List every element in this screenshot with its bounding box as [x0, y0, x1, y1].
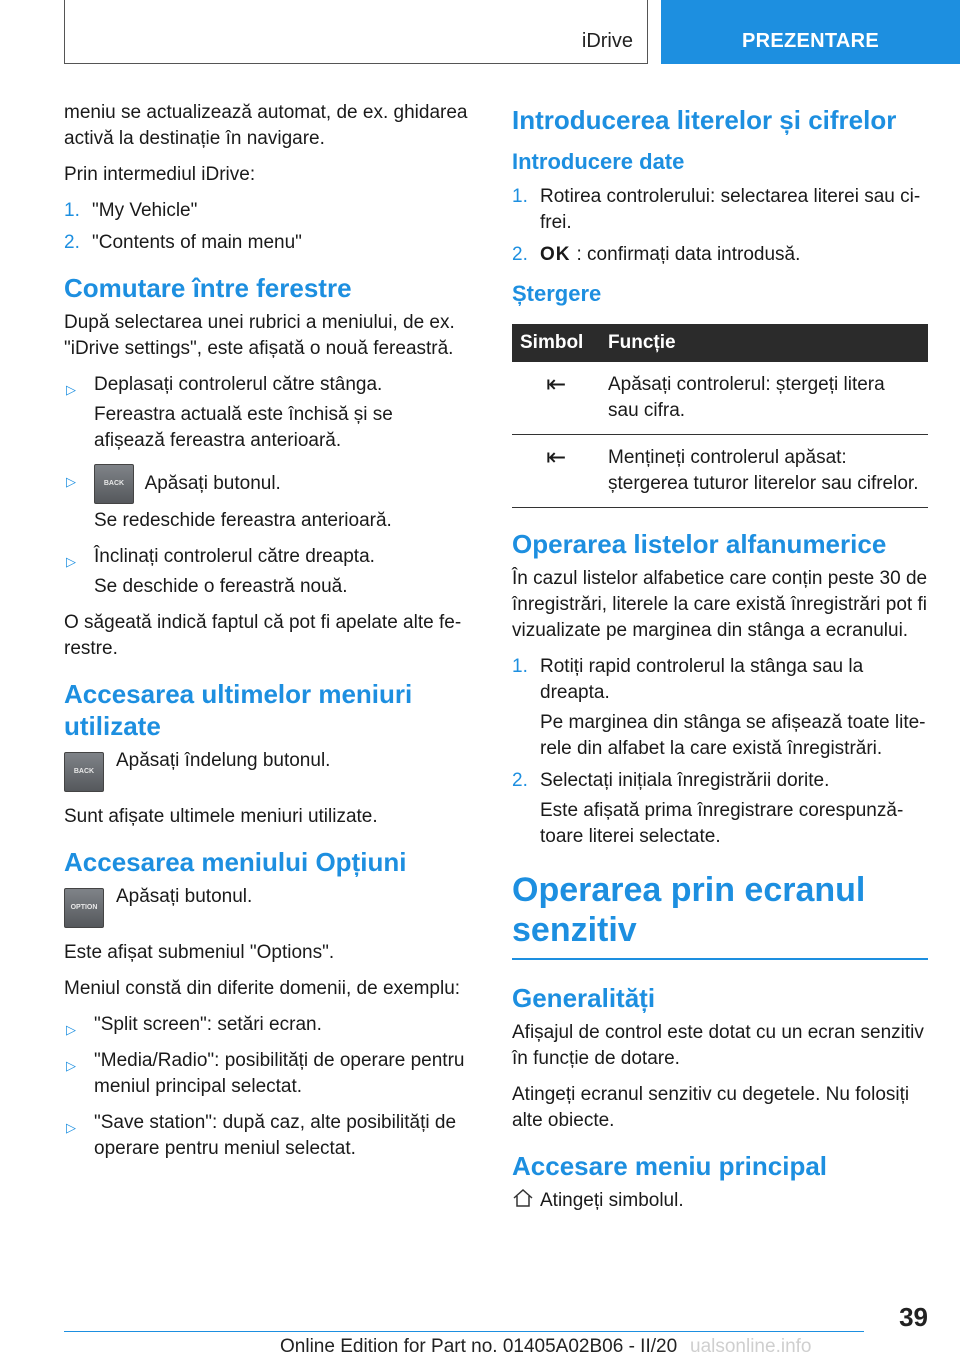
bullet-triangle-icon: ▷: [66, 382, 76, 397]
list-item: ▷ "Save station": după caz, alte posibilități de operare pentru meniul selectat.: [66, 1112, 457, 1159]
right-column: [512, 100, 928, 1224]
ok-icon: OK: [540, 244, 571, 265]
edition-text: Online Edition for Part no. 01405A02B06 - II/20: [280, 1336, 678, 1357]
list-item: 1. "My Vehicle": [64, 200, 198, 221]
switch-windows-heading: Comutare între ferestre: [64, 273, 352, 303]
lists-steps: [512, 654, 928, 850]
page-number: 39: [899, 1302, 928, 1332]
touchscreen-heading: Operarea prin ecranul senzitiv: [512, 870, 928, 960]
switch-paragraph: După selectarea unei rubrici a meniului, de ex. "iDrive settings", este afișată o nouă fereastră.: [64, 312, 455, 359]
input-list: [512, 184, 928, 268]
back-button-icon: BACK: [64, 752, 104, 792]
footer-divider: [64, 1331, 864, 1332]
delete-icon: ⇤: [512, 435, 600, 508]
recent-menus-heading: Accesarea ultimelor meniuri utilizate: [64, 679, 413, 741]
arrow-note: O săgeată indică faptul că pot fi apelate alte fe‐restre.: [64, 612, 462, 659]
general-paragraph-2: Atingeți ecranul senzitiv cu degetele. Nu folosiți alte obiecte.: [512, 1084, 910, 1131]
delete-icon: ⇤: [512, 362, 600, 435]
section-label: PREZENTARE: [741, 30, 880, 52]
intro-list: [64, 198, 468, 256]
list-item: 1. Rotiți rapid controlerul la stânga sau la dreapta. Pe marginea din stânga se afișează toate lite‐rele din alfabet la care există înregistrări.: [512, 656, 926, 759]
list-item: 1. Rotirea controlerului: selectarea literei sau ci‐frei.: [512, 186, 921, 233]
table-header: Simbol: [512, 324, 600, 362]
recent-action: BACK Apăsați îndelung butonul.: [64, 748, 468, 792]
options-lead: Meniul constă din diferite domenii, de exemplu:: [64, 978, 461, 999]
main-menu-action: Atingeți simbolul.: [512, 1188, 928, 1214]
options-paragraph: Este afișat submeniul "Options".: [64, 942, 335, 963]
letters-digits-heading: Introducerea literelor și cifrelor: [512, 105, 897, 135]
section-tab: [661, 0, 960, 64]
options-list: [64, 1012, 468, 1162]
list-item: ▷ BACK Apăsați butonul. Se redeschide fereastra anterioară.: [64, 464, 468, 534]
lists-paragraph: În cazul listelor alfabetice care conțin peste 30 de înregistrări, literele la care există înregistrări pot fi vizualizate pe marginea din stânga a ecranului.: [512, 568, 928, 641]
table-row: ⇤ Mențineți controlerul apăsat: ștergerea tuturor literelor sau cifrelor.: [512, 435, 928, 508]
option-button-icon: OPTION: [64, 888, 104, 928]
table-header: Funcție: [600, 324, 928, 362]
header-box: [64, 0, 648, 64]
bullet-triangle-icon: ▷: [66, 474, 76, 489]
general-heading: Generalități: [512, 983, 656, 1013]
options-menu-heading: Accesarea meniului Opțiuni: [64, 847, 407, 877]
list-item: ▷ Înclinați controlerul către dreapta. Se deschide o fereastră nouă.: [66, 546, 375, 597]
bullet-triangle-icon: ▷: [66, 554, 76, 569]
watermark: ualsonline.info: [690, 1336, 812, 1357]
list-item: ▷ "Media/Radio": posibilități de operare pentru meniul principal selectat.: [66, 1050, 465, 1097]
list-item: ▷ Deplasați controlerul către stânga. Fereastra actuală este închisă și se afișează fereastra anterioară.: [66, 374, 393, 451]
options-action: OPTION Apăsați butonul.: [64, 884, 468, 928]
left-column: [64, 100, 468, 1172]
main-menu-heading: Accesare meniu principal: [512, 1151, 828, 1181]
intro-lead: Prin intermediul iDrive:: [64, 164, 256, 185]
switch-list: [64, 372, 468, 600]
list-item: 2. OK : confirmați data introdusă.: [512, 242, 928, 268]
delete-table: [512, 324, 928, 508]
alphanumeric-lists-heading: Operarea listelor alfanumerice: [512, 529, 887, 559]
list-item: 2. "Contents of main menu": [64, 232, 302, 253]
list-item: 2. Selectați inițiala înregistrării dorite. Este afișată prima înregistrare corespunză‐toare literei selectate.: [512, 770, 904, 847]
chapter-label: iDrive: [581, 30, 633, 52]
bullet-triangle-icon: ▷: [66, 1120, 76, 1135]
delete-heading: Ștergere: [512, 281, 602, 306]
recent-paragraph: Sunt afișate ultimele meniuri utilizate.: [64, 806, 378, 827]
list-item: ▷ "Split screen": setări ecran.: [64, 1012, 468, 1038]
back-button-icon: BACK: [94, 464, 134, 504]
table-row: ⇤ Apăsați controlerul: ștergeți litera sau cifra.: [512, 362, 928, 435]
general-paragraph-1: Afișajul de control este dotat cu un ecran senzitiv în funcție de dotare.: [512, 1022, 924, 1069]
bullet-triangle-icon: ▷: [66, 1022, 76, 1037]
home-icon: [512, 1188, 534, 1208]
intro-paragraph: meniu se actualizează automat, de ex. ghidarea activă la destinație în navigare.: [64, 102, 468, 149]
data-input-heading: Introducere date: [512, 149, 685, 174]
bullet-triangle-icon: ▷: [66, 1058, 76, 1073]
